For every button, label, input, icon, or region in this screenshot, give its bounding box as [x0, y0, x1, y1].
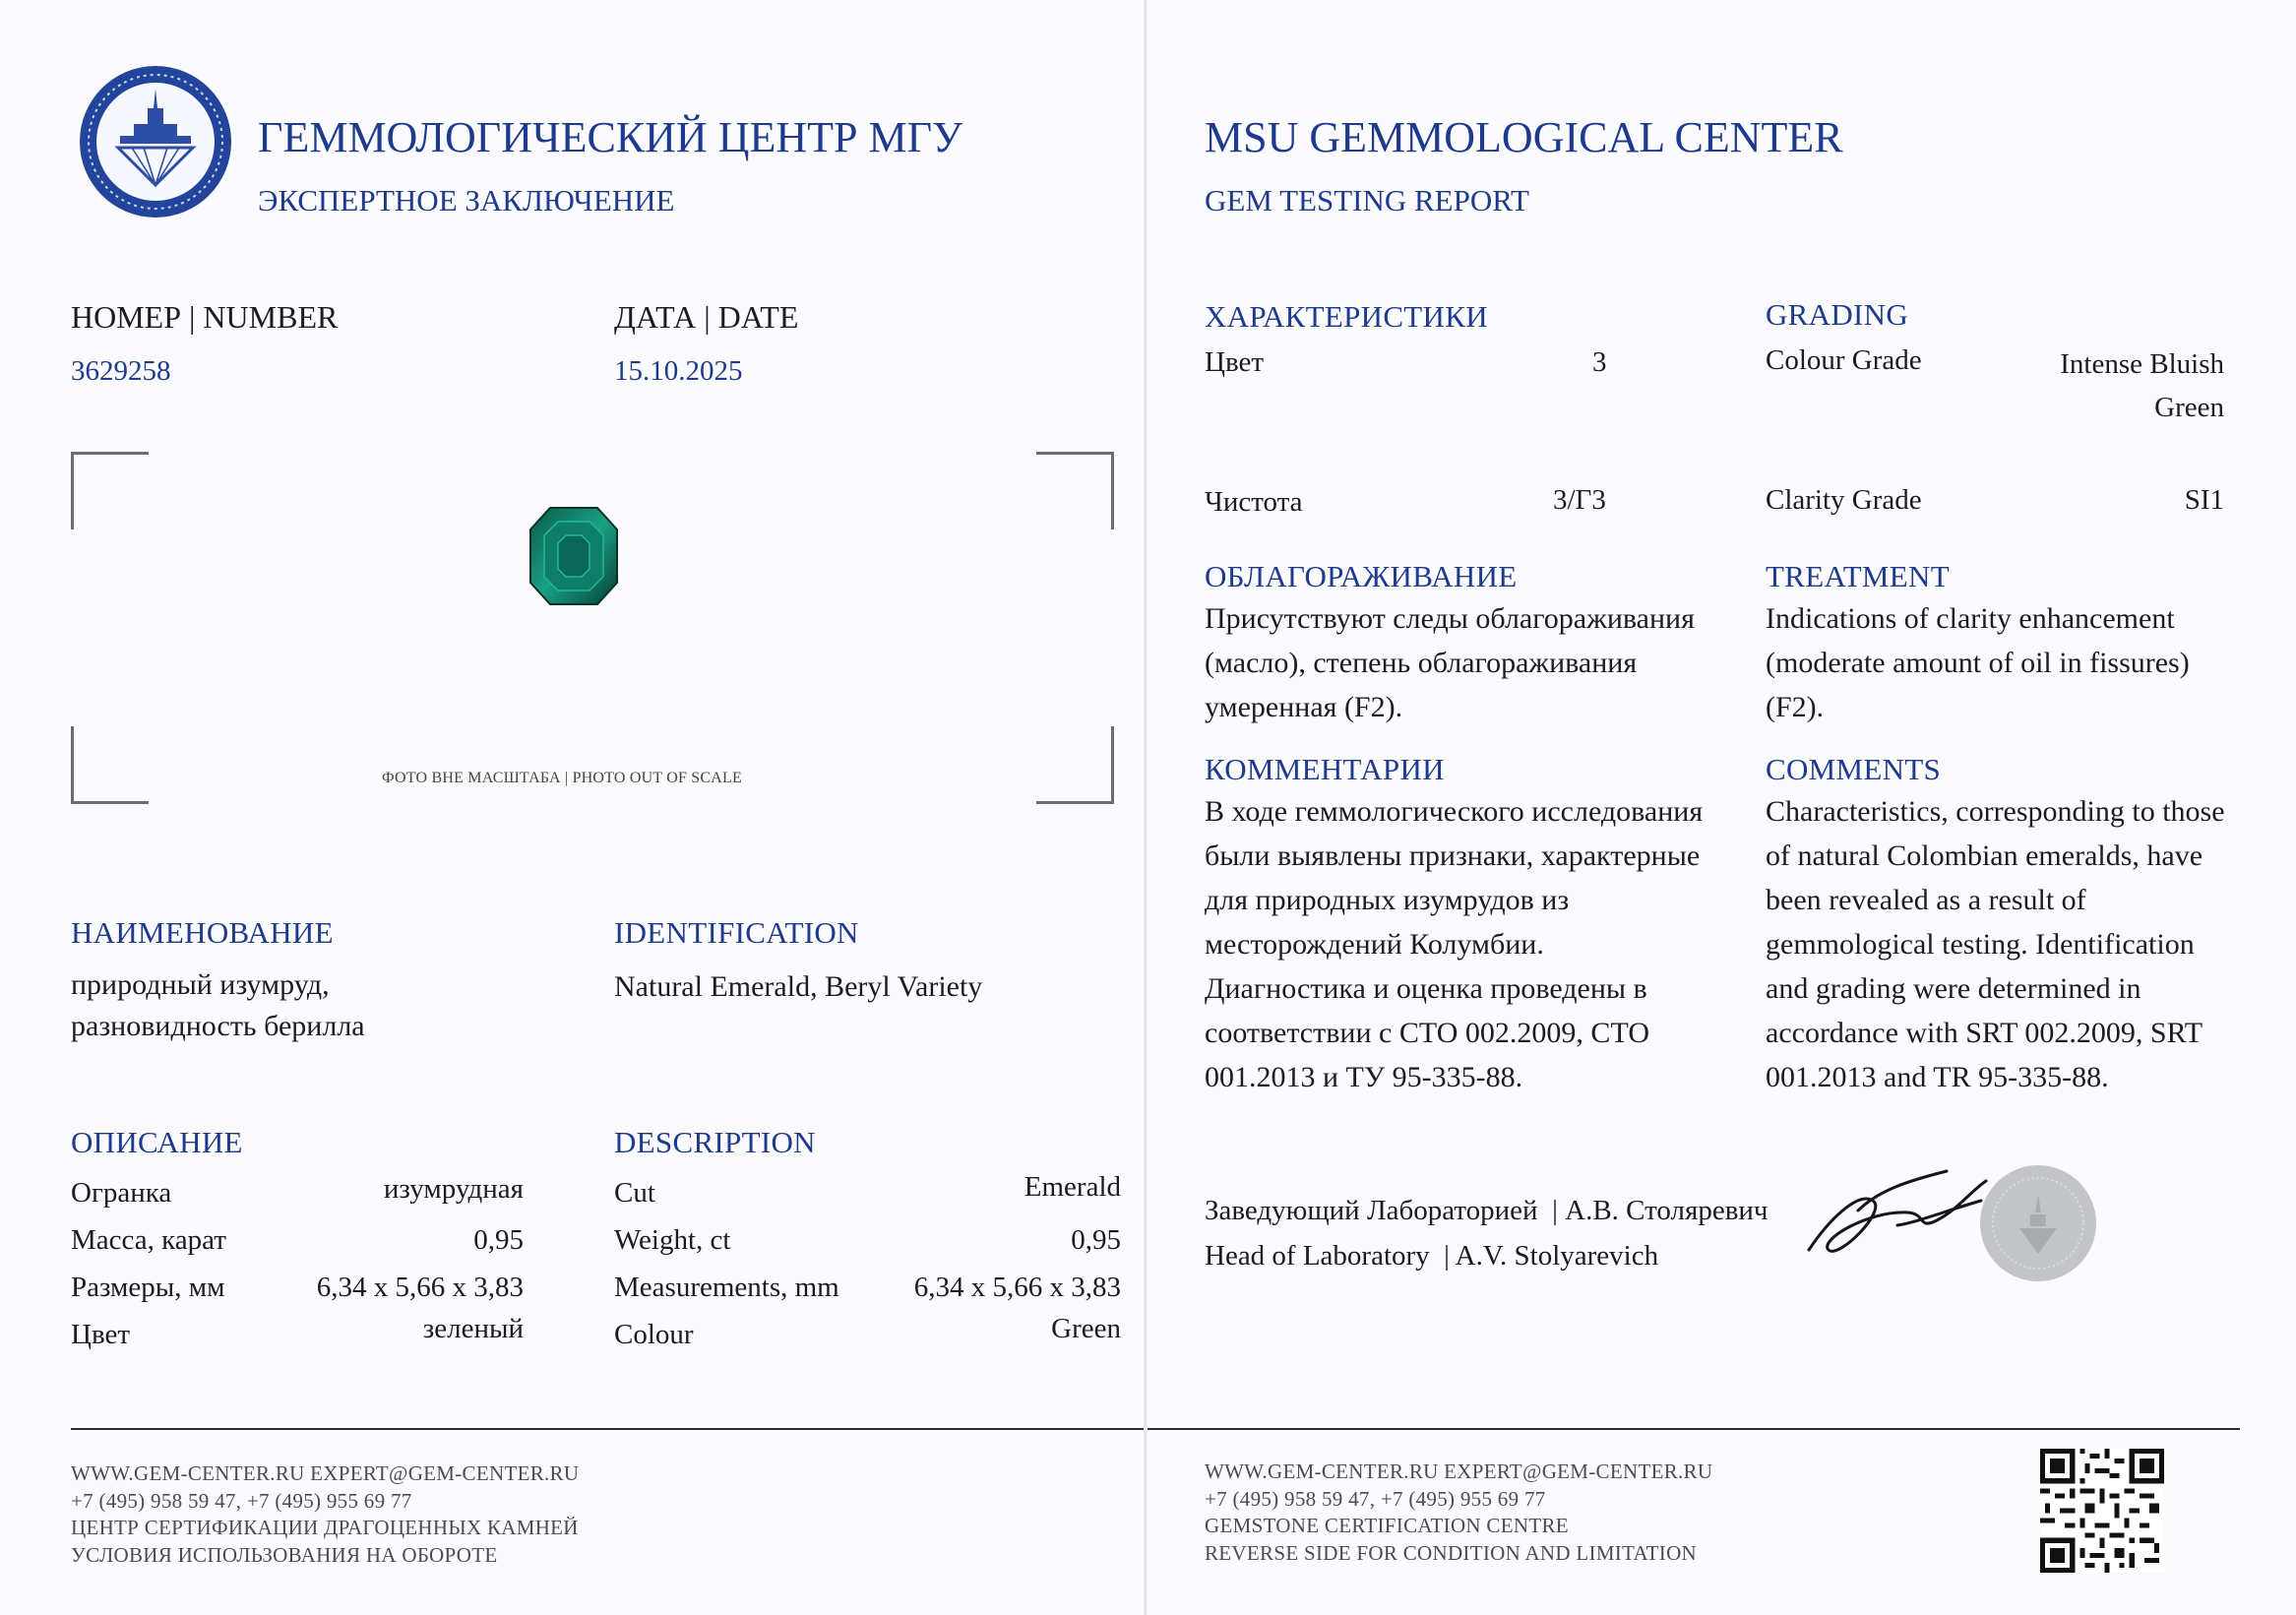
- footer-right: [1205, 1459, 1712, 1567]
- text-line: Characteristics, corresponding to those: [1766, 795, 2225, 828]
- naimenovanie-line: разновидность берилла: [71, 1010, 365, 1042]
- harakteristiki-heading: ХАРАКТЕРИСТИКИ: [1205, 299, 1488, 334]
- msu-logo-icon: [77, 63, 234, 220]
- colour-grade-line: Intense Bluish: [2060, 348, 2224, 380]
- text-line: and grading were determined in: [1766, 972, 2141, 1005]
- colour-grade-value: [1968, 342, 2224, 429]
- row-label: Масса, карат: [71, 1224, 226, 1256]
- photo-frame-corner: [1036, 726, 1114, 804]
- footer-left: [71, 1460, 579, 1569]
- comments-heading: COMMENTS: [1766, 752, 1942, 786]
- photo-frame-corner: [71, 726, 149, 804]
- row-value: зеленый: [422, 1313, 524, 1344]
- naimenovanie-line: природный изумруд,: [71, 968, 330, 1001]
- footer-line: WWW.GEM-CENTER.RU EXPERT@GEM-CENTER.RU: [71, 1461, 580, 1485]
- table-row: [614, 1313, 1121, 1366]
- number-value: 3629258: [71, 355, 171, 387]
- page-title-ru: ГЕММОЛОГИЧЕСКИЙ ЦЕНТР МГУ: [258, 113, 963, 161]
- footer-line: WWW.GEM-CENTER.RU EXPERT@GEM-CENTER.RU: [1205, 1460, 1713, 1483]
- naimenovanie-text: [71, 964, 365, 1047]
- row-label: Cut: [614, 1177, 655, 1209]
- text-line: были выявлены признаки, характерные: [1205, 839, 1701, 872]
- text-line: 001.2013 and TR 95-335-88.: [1766, 1061, 2109, 1093]
- text-line: gemmological testing. Identification: [1766, 928, 2195, 961]
- table-row: [71, 1224, 524, 1272]
- text-line: В ходе геммологического исследования: [1205, 795, 1704, 828]
- text-line: (масло), степень облагораживания: [1205, 647, 1638, 679]
- table-row: [71, 1173, 524, 1224]
- footer-rule: [71, 1428, 1144, 1430]
- date-label: ДАТА | DATE: [614, 299, 799, 335]
- characteristics-colour-value: 3: [1592, 346, 1607, 378]
- qr-code-icon[interactable]: [2040, 1449, 2164, 1573]
- table-row: [614, 1272, 1121, 1319]
- text-line: месторождений Колумбии.: [1205, 928, 1544, 961]
- table-row: [71, 1272, 524, 1319]
- description-heading: DESCRIPTION: [614, 1125, 816, 1159]
- row-label: Colour: [614, 1319, 694, 1350]
- page-subtitle-en: GEM TESTING REPORT: [1205, 183, 1529, 217]
- text-line: of natural Colombian emeralds, have: [1766, 839, 2203, 872]
- page-subtitle-ru: ЭКСПЕРТНОЕ ЗАКЛЮЧЕНИЕ: [258, 183, 675, 217]
- table-row: [71, 1313, 524, 1366]
- text-line: соответствии с СТО 002.2009, СТО: [1205, 1017, 1650, 1049]
- row-value: 6,34 x 5,66 x 3,83: [913, 1272, 1121, 1303]
- number-label: НОМЕР | NUMBER: [71, 299, 339, 335]
- row-value: 6,34 x 5,66 x 3,83: [316, 1272, 524, 1303]
- row-value: изумрудная: [383, 1173, 524, 1205]
- footer-rule: [1148, 1428, 2240, 1430]
- row-label: Weight, ct: [614, 1224, 731, 1256]
- comments-text: [1766, 789, 2225, 1099]
- row-value: 0,95: [473, 1224, 524, 1256]
- clarity-grade-value: SI1: [2184, 484, 2224, 516]
- grading-heading: GRADING: [1766, 297, 1909, 332]
- opisanie-table: [71, 1173, 524, 1366]
- row-label: Размеры, мм: [71, 1272, 225, 1303]
- text-line: been revealed as a result of: [1766, 884, 2086, 916]
- photo-frame-corner: [1036, 452, 1114, 529]
- footer-line: ЦЕНТР СЕРТИФИКАЦИИ ДРАГОЦЕННЫХ КАМНЕЙ: [71, 1516, 579, 1539]
- row-label: Огранка: [71, 1177, 172, 1209]
- page-fold: [1144, 0, 1148, 1615]
- naimenovanie-heading: НАИМЕНОВАНИЕ: [71, 915, 334, 950]
- footer-line: +7 (495) 958 59 47, +7 (495) 955 69 77: [71, 1488, 412, 1513]
- head-of-lab-ru: Заведующий Лабораторией | А.В. Столяревич: [1205, 1195, 1769, 1226]
- opisanie-heading: ОПИСАНИЕ: [71, 1125, 243, 1159]
- description-table: [614, 1171, 1121, 1366]
- footer-line: +7 (495) 958 59 47, +7 (495) 955 69 77: [1205, 1486, 1546, 1511]
- table-row: [614, 1171, 1121, 1224]
- head-of-lab-en: Head of Laboratory | A.V. Stolyarevich: [1205, 1240, 1659, 1272]
- row-label: Цвет: [71, 1319, 131, 1350]
- seal-icon: [1978, 1163, 2098, 1283]
- text-line: умеренная (F2).: [1205, 691, 1403, 723]
- row-label: Measurements, mm: [614, 1272, 839, 1303]
- text-line: Indications of clarity enhancement: [1766, 602, 2175, 635]
- treatment-heading: TREATMENT: [1766, 559, 1950, 593]
- photo-frame-corner: [71, 452, 149, 529]
- text-line: Диагностика и оценка проведены в: [1205, 972, 1647, 1005]
- text-line: (F2).: [1766, 691, 1825, 723]
- oblagorazhivanie-heading: ОБЛАГОРАЖИВАНИЕ: [1205, 559, 1518, 593]
- colour-grade-label: Colour Grade: [1766, 344, 1922, 376]
- identification-text: Natural Emerald, Beryl Variety: [614, 970, 983, 1003]
- photo-note: ФОТО ВНЕ МАСШТАБА | PHOTO OUT OF SCALE: [382, 770, 742, 786]
- clarity-grade-label: Clarity Grade: [1766, 484, 1922, 516]
- row-value: 0,95: [1071, 1224, 1121, 1256]
- kommentarii-heading: КОММЕНТАРИИ: [1205, 752, 1445, 786]
- footer-line: УСЛОВИЯ ИСПОЛЬЗОВАНИЯ НА ОБОРОТЕ: [71, 1542, 498, 1567]
- footer-line: REVERSE SIDE FOR CONDITION AND LIMITATION: [1205, 1540, 1698, 1565]
- identification-heading: IDENTIFICATION: [614, 915, 859, 950]
- characteristics-colour-label: Цвет: [1205, 346, 1265, 378]
- signature-icon: [1799, 1151, 1996, 1270]
- oblagorazhivanie-text: [1205, 596, 1695, 729]
- colour-grade-line: Green: [2154, 392, 2224, 423]
- text-line: (moderate amount of oil in fissures): [1766, 647, 2190, 679]
- emerald-photo-icon: [528, 506, 619, 606]
- row-value: Emerald: [1024, 1171, 1121, 1203]
- text-line: 001.2013 и ТУ 95-335-88.: [1205, 1061, 1523, 1093]
- footer-line: GEMSTONE CERTIFICATION CENTRE: [1205, 1514, 1569, 1537]
- text-line: Присутствуют следы облагораживания: [1205, 602, 1695, 635]
- characteristics-clarity-value: 3/Г3: [1553, 484, 1606, 516]
- treatment-text: [1766, 596, 2190, 729]
- text-line: для природных изумрудов из: [1205, 884, 1570, 916]
- date-value: 15.10.2025: [614, 355, 743, 387]
- characteristics-clarity-label: Чистота: [1205, 486, 1303, 518]
- page-title-en: MSU GEMMOLOGICAL CENTER: [1205, 113, 1843, 161]
- row-value: Green: [1051, 1313, 1121, 1344]
- kommentarii-text: [1205, 789, 1703, 1099]
- text-line: accordance with SRT 002.2009, SRT: [1766, 1017, 2203, 1049]
- table-row: [614, 1224, 1121, 1272]
